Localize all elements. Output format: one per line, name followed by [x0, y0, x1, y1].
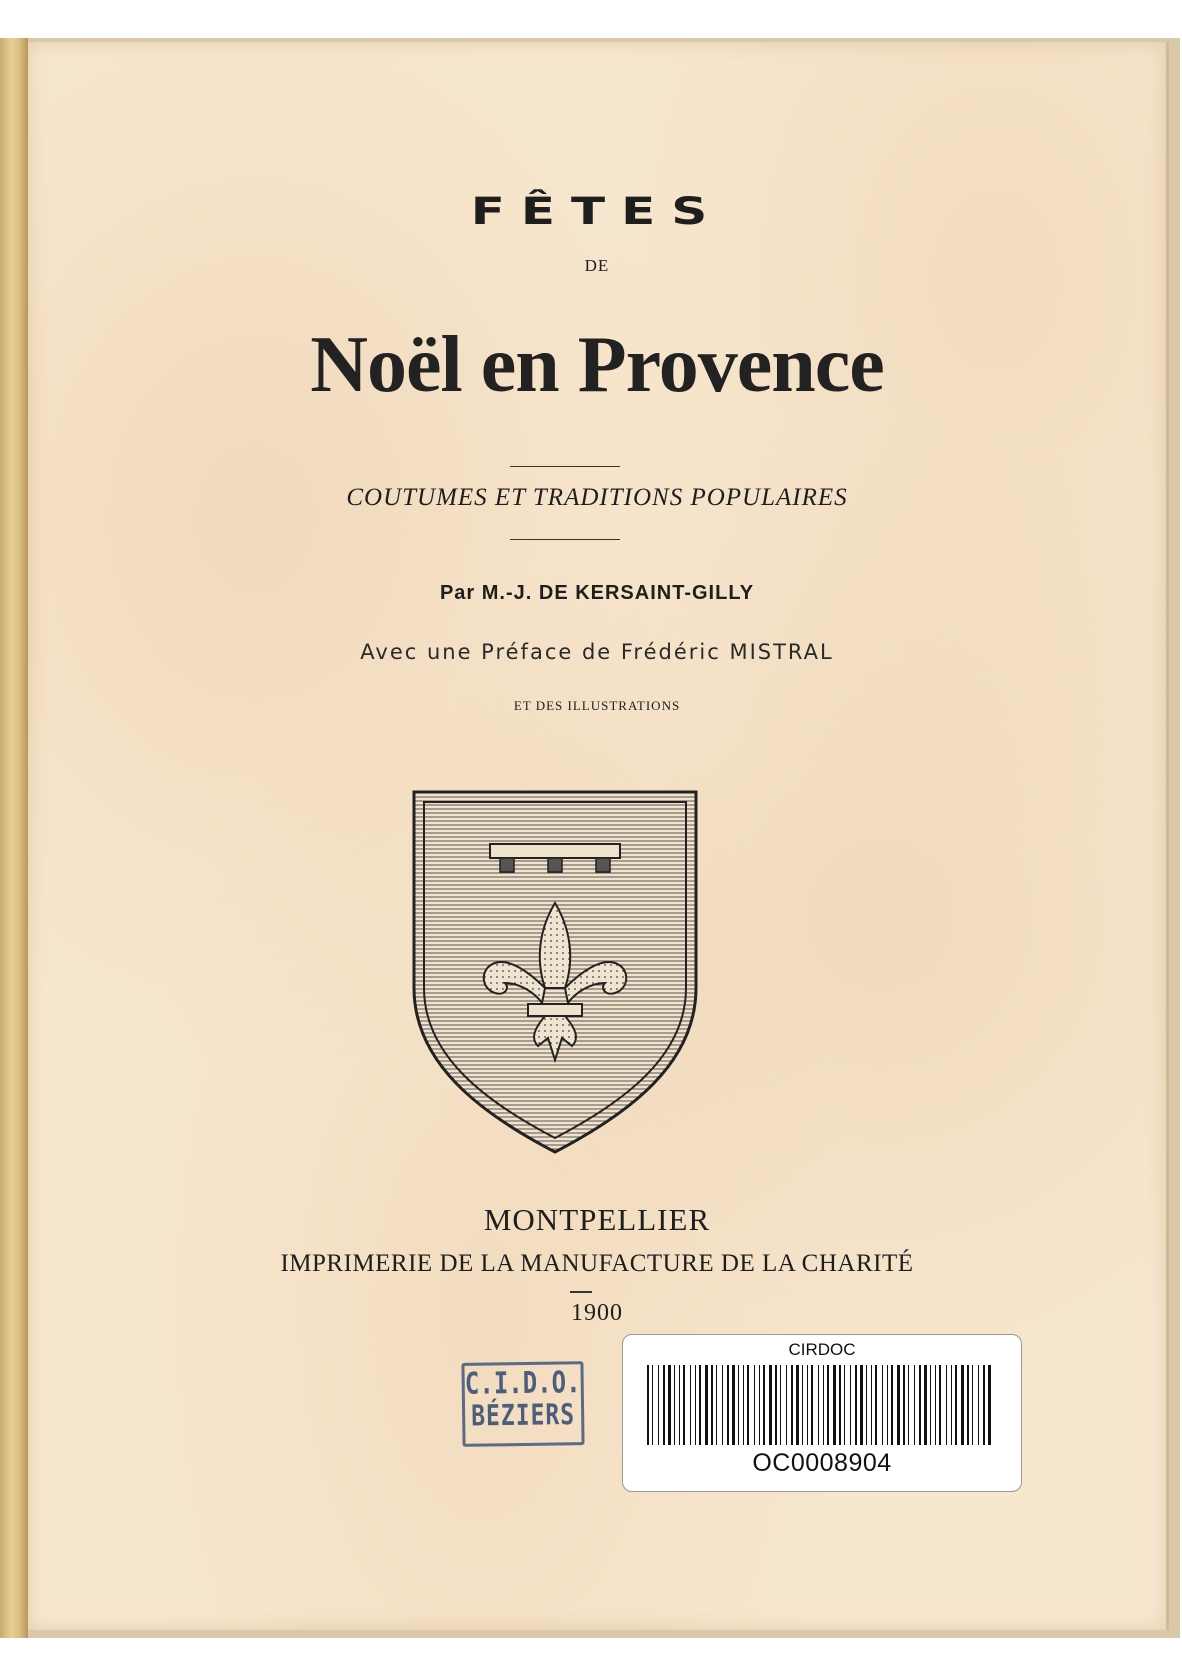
- imprint-place: MONTPELLIER: [483, 1202, 711, 1237]
- subtitle: COUTUMES ET TRADITIONS POPULAIRES: [346, 484, 848, 511]
- imprint-publisher: IMPRIMERIE DE LA MANUFACTURE DE LA CHARITÉ: [280, 1250, 914, 1277]
- title-line-de: DE: [584, 256, 610, 275]
- main-title: Noël en Provence: [310, 321, 884, 409]
- illustrations-line: ET DES ILLUSTRATIONS: [513, 698, 681, 713]
- divider-top: [510, 466, 620, 467]
- binding-edge: [0, 38, 28, 1638]
- imprint-dash: [570, 1291, 592, 1293]
- stamp-line2: BÉZIERS: [470, 1399, 576, 1433]
- imprint-year: 1900: [571, 1300, 623, 1326]
- stamp-line1: C.I.D.O.: [464, 1364, 581, 1402]
- label-code: OC0008904: [752, 1449, 892, 1477]
- preface-line: Avec une Préface de Frédéric MISTRAL: [360, 640, 834, 664]
- fleur-de-lis-shield-icon: [410, 788, 700, 1158]
- barcode-label: [622, 1334, 1022, 1492]
- library-stamp: [461, 1361, 584, 1447]
- label-org: CIRDOC: [788, 1340, 856, 1359]
- title-line-fetes: FÊTES: [470, 189, 724, 233]
- divider-bottom: [510, 539, 620, 540]
- barcode-icon: [647, 1365, 997, 1445]
- author-line: Par M.-J. DE KERSAINT-GILLY: [439, 582, 755, 604]
